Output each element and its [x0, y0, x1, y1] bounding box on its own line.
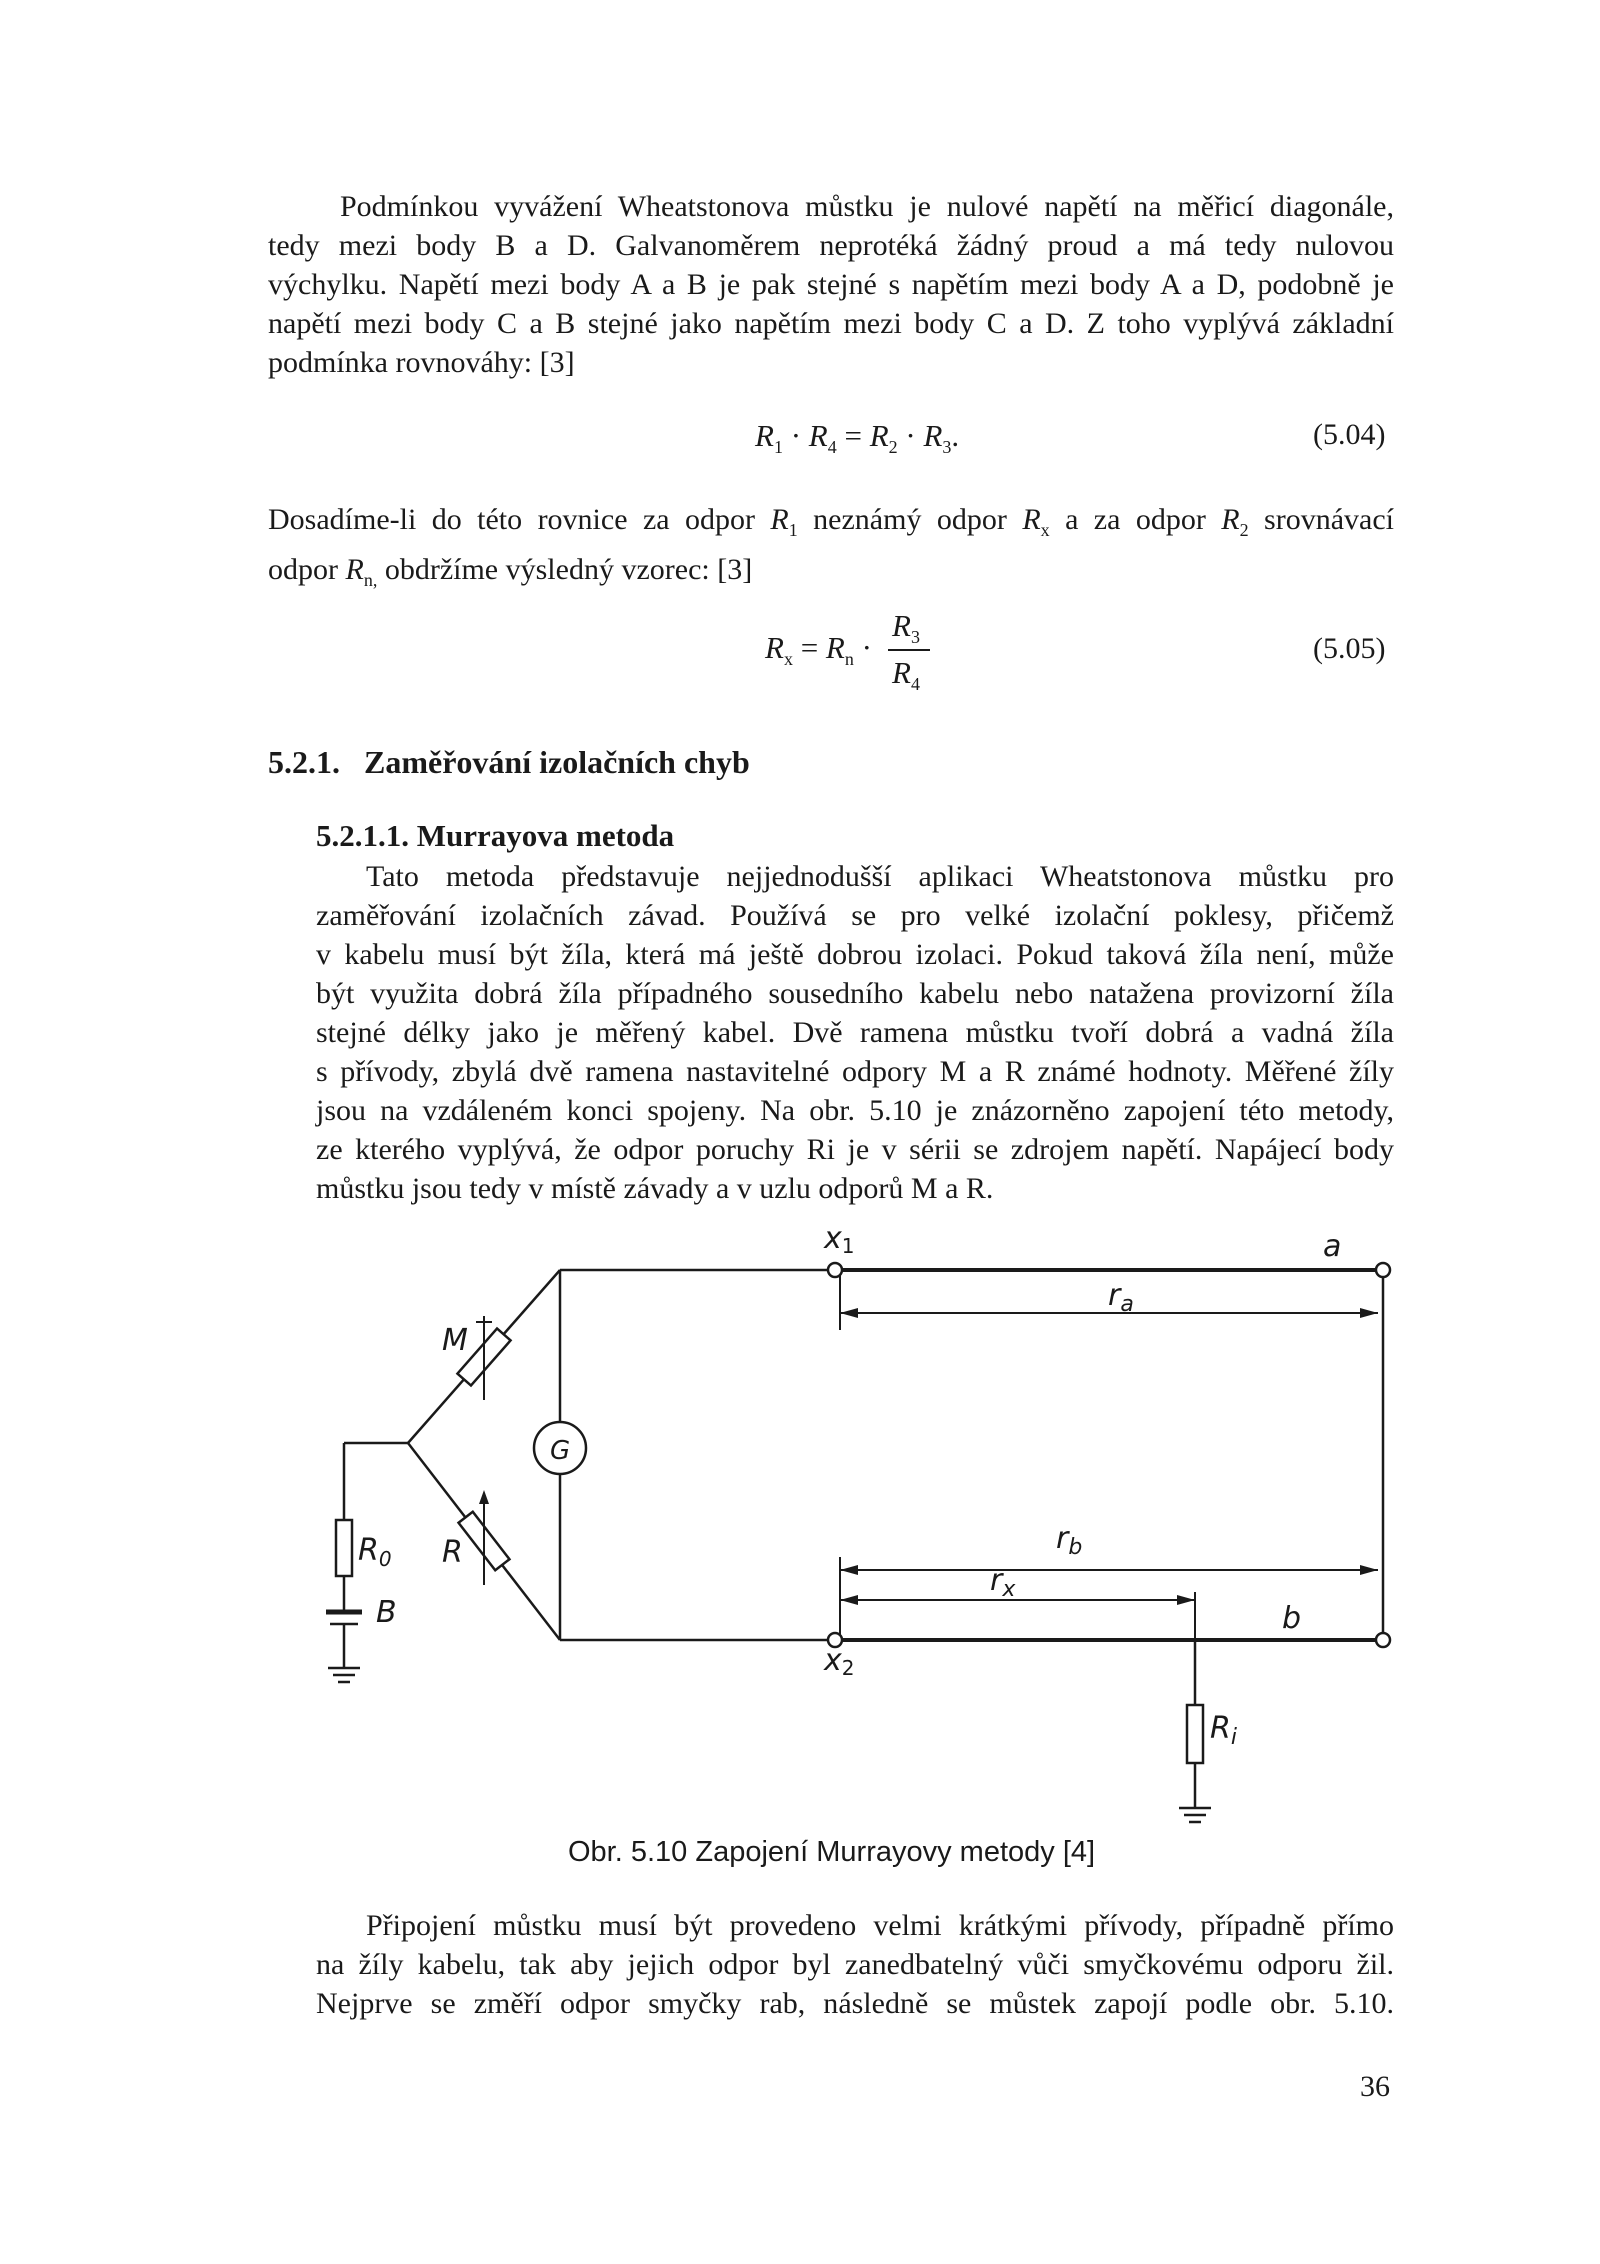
arrowhead [1360, 1308, 1378, 1318]
arrowhead [840, 1595, 858, 1605]
resistor-ri [1187, 1705, 1203, 1763]
text-line: Nejprve se změří odpor smyčky rab, následně se můstek zapojí podle obr. 5.10. [316, 1987, 1394, 2020]
paragraph-connection [316, 1906, 1394, 2023]
arrowhead [840, 1308, 858, 1318]
arrowhead [1177, 1595, 1195, 1605]
section-heading: 5.2.1. Zaměřování izolačních chyb [268, 744, 750, 780]
text-line: tedy mezi body B a D. Galvanoměrem neprotéká žádný proud a má tedy nulovou [268, 229, 1394, 262]
text-line: ze kterého vyplývá, že odpor poruchy Ri je v sérii se zdrojem napětí. Napájecí body [316, 1133, 1394, 1166]
label-rb: $r_b$ [1056, 1521, 1083, 1560]
label-a: a [1323, 1229, 1342, 1264]
text-line: stejné délky jako je měřený kabel. Dvě ramena můstku tvoří dobrá a vadná žíla [316, 1016, 1394, 1049]
text-line: Podmínkou vyvážení Wheatstonova můstku je nulové napětí na měřicí diagonále, [340, 190, 1394, 223]
page-number: 36 [1360, 2070, 1390, 2103]
equation-5-05-lhs: $R_x = R_n$ · [765, 630, 872, 670]
terminal-x1 [828, 1263, 842, 1277]
terminal-a [1376, 1263, 1390, 1277]
label-r: R [442, 1535, 463, 1570]
text-line: Dosadíme-li do této rovnice za odpor $R_1$ neznámý odpor $R_x$ a za odpor $R_2$ srovnávací [268, 503, 1394, 540]
label-g: G [550, 1436, 571, 1466]
subsection-heading: 5.2.1.1. Murrayova metoda [316, 818, 675, 853]
fraction-numerator: $R_3$ [892, 608, 920, 648]
text-line: s přívody, zbylá dvě ramena nastavitelné odpory M a R známé hodnoty. Měřené žíly [316, 1055, 1394, 1088]
label-b-battery: B [376, 1595, 397, 1630]
label-x1: x1 [824, 1221, 855, 1258]
label-m: M [442, 1323, 468, 1358]
text-line: Připojení můstku musí být provedeno velmi krátkými přívody, případně přímo [366, 1909, 1394, 1942]
label-ri: $R_i$ [1210, 1711, 1237, 1750]
text-line: zaměřování izolačních závad. Používá se pro velké izolační poklesy, přičemž [316, 899, 1394, 932]
text-line: podmínka rovnováhy: [3] [268, 346, 575, 379]
text-line: být využita dobrá žíla případného sousedního kabelu nebo natažena provizorní žíla [316, 977, 1394, 1010]
figure-caption: Obr. 5.10 Zapojení Murrayovy metody [4] [568, 1836, 1096, 1868]
text-line: výchylku. Napětí mezi body A a B je pak stejné s napětím mezi body A a D, podobně je [268, 268, 1394, 301]
label-ra: $r_a$ [1108, 1278, 1134, 1317]
arrowhead [479, 1490, 489, 1504]
text-line: Tato metoda představuje nejjednodušší aplikaci Wheatstonova můstku pro [366, 860, 1394, 893]
text-line: můstku jsou tedy v místě závady a v uzlu odporů M a R. [316, 1172, 994, 1205]
equation-number-5-05: (5.05) [1313, 632, 1386, 665]
equation-number-5-04: (5.04) [1313, 418, 1386, 451]
label-b-cable: b [1282, 1601, 1302, 1636]
text-line: jsou na vzdáleném konci spojeny. Na obr. 5.10 je znázorněno zapojení této metody, [316, 1094, 1394, 1127]
terminal-b [1376, 1633, 1390, 1647]
resistor-r0 [336, 1520, 352, 1576]
equation-5-04: $R_1 \cdot R_4 = R_2 \cdot R_3$. [755, 418, 960, 458]
label-r0: $R_0$ [358, 1533, 392, 1571]
fraction-denominator: $R_4$ [892, 655, 920, 695]
arrowhead [1360, 1565, 1378, 1575]
label-rx: $r_x$ [990, 1563, 1016, 1602]
text-line: napětí mezi body C a B stejné jako napětím mezi body C a D. Z toho vyplývá základní [268, 307, 1394, 340]
label-x2: x2 [824, 1643, 855, 1680]
text-line: v kabelu musí být žíla, která má ještě dobrou izolaci. Pokud taková žíla není, může [316, 938, 1394, 971]
text-line: odpor $R_{n,}$ obdržíme výsledný vzorec: [3] [268, 553, 753, 590]
arrowhead [840, 1565, 858, 1575]
text-line: na žíly kabelu, tak aby jejich odpor byl zanedbatelný vůči smyčkovému odporu žil. [316, 1948, 1394, 1981]
